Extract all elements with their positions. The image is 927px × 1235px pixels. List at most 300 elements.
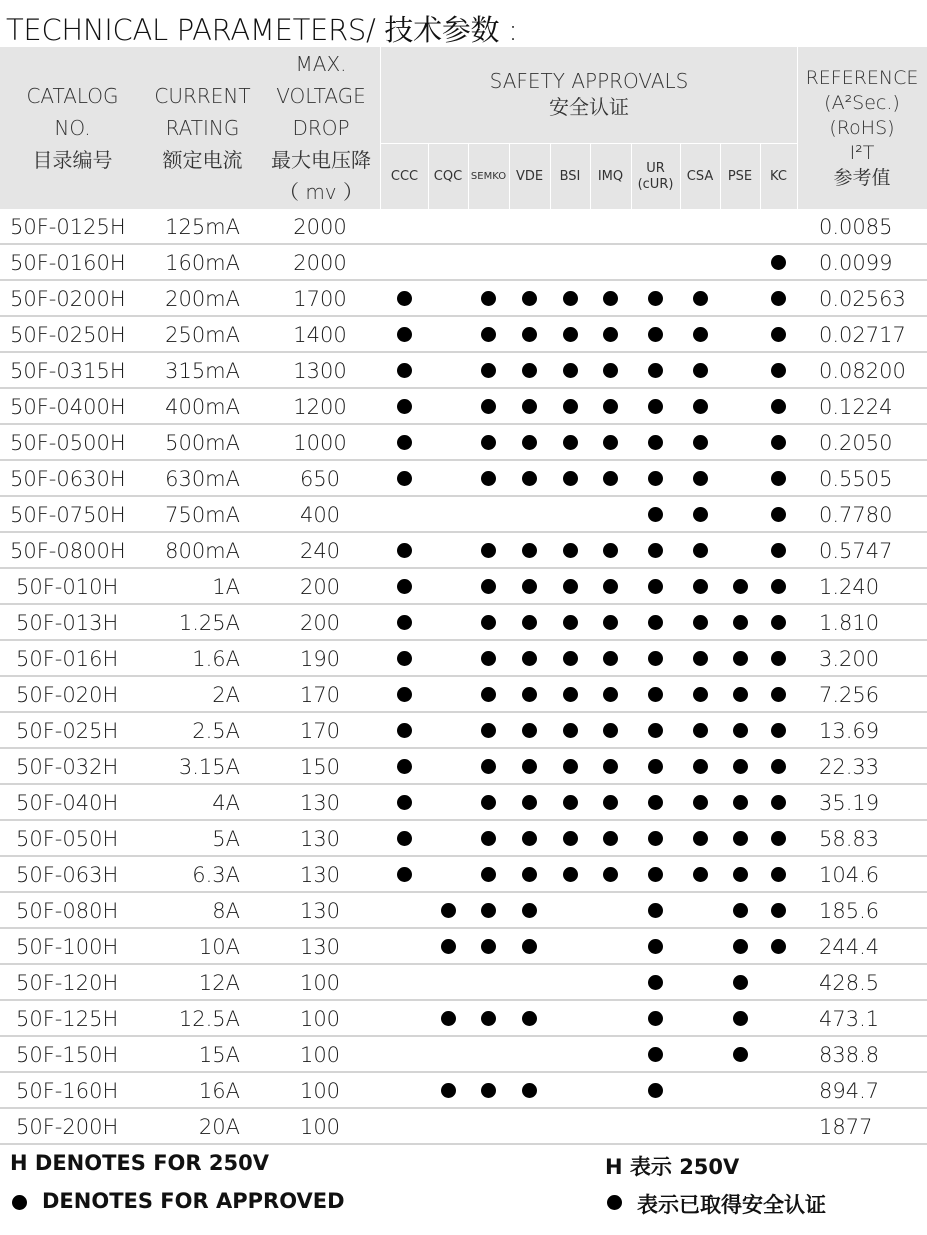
approved-dot-icon	[603, 867, 618, 882]
approved-dot-icon	[481, 543, 496, 558]
approved-dot-icon	[481, 687, 496, 702]
table-row	[0, 245, 927, 281]
i2t-reference: 244.4	[819, 935, 880, 959]
approved-dot-icon	[603, 291, 618, 306]
current-rating: 2A	[212, 683, 240, 707]
voltage-drop: 1400	[293, 323, 347, 347]
approved-dot-icon	[771, 687, 786, 702]
approved-dot-icon	[771, 291, 786, 306]
approved-dot-icon	[397, 831, 412, 846]
approved-dot-icon	[522, 399, 537, 414]
i2t-reference: 58.83	[819, 827, 880, 851]
i2t-reference: 0.5505	[819, 467, 893, 491]
approved-dot-icon	[648, 831, 663, 846]
agency-header-imq: IMQ	[597, 169, 624, 184]
approved-dot-icon	[603, 651, 618, 666]
table-row	[0, 785, 927, 821]
table-row	[0, 893, 927, 929]
approved-dot-icon	[733, 723, 748, 738]
catalog-number: 50F-032H	[16, 755, 119, 779]
approved-dot-icon	[397, 363, 412, 378]
approved-dot-icon	[522, 543, 537, 558]
agency-header-cqc: CQC	[433, 169, 463, 184]
catalog-number: 50F-0125H	[10, 215, 126, 239]
i2t-reference: 13.69	[819, 719, 880, 743]
footer-h-note-cn: H 表示 250V	[605, 1155, 740, 1179]
approved-dot-icon	[603, 615, 618, 630]
i2t-reference: 185.6	[819, 899, 880, 923]
approved-dot-icon	[733, 651, 748, 666]
table-row	[0, 749, 927, 785]
approved-dot-icon	[693, 327, 708, 342]
page-title: TECHNICAL PARAMETERS/ 技术参数 :	[6, 13, 518, 47]
catalog-number: 50F-010H	[16, 575, 119, 599]
i2t-reference: 0.0099	[819, 251, 893, 275]
approved-dot-icon	[563, 795, 578, 810]
approved-dot-icon	[481, 363, 496, 378]
current-rating: 400mA	[165, 395, 240, 419]
catalog-number: 50F-025H	[16, 719, 119, 743]
agency-header-ccc: CCC	[390, 169, 419, 184]
catalog-number: 50F-200H	[16, 1115, 119, 1139]
approved-dot-icon	[693, 579, 708, 594]
agency-divider	[680, 143, 681, 209]
approved-dot-icon	[733, 903, 748, 918]
current-rating: 12.5A	[178, 1007, 240, 1031]
approved-dot-icon	[397, 543, 412, 558]
approved-dot-icon	[771, 471, 786, 486]
approved-dot-icon	[397, 435, 412, 450]
approved-dot-icon	[397, 687, 412, 702]
approved-dot-icon	[441, 939, 456, 954]
agency-header-semko: SEMKO	[470, 171, 507, 182]
approved-dot-icon	[563, 543, 578, 558]
approved-dot-icon	[481, 327, 496, 342]
catalog-number: 50F-050H	[16, 827, 119, 851]
i2t-reference: 0.02563	[819, 287, 906, 311]
approved-dot-icon	[603, 759, 618, 774]
table-row	[0, 1109, 927, 1145]
approved-dot-icon	[693, 291, 708, 306]
approved-dot-icon	[693, 759, 708, 774]
voltage-drop: 170	[299, 683, 341, 707]
approved-dot-icon	[603, 435, 618, 450]
voltage-drop: 200	[299, 611, 341, 635]
approved-dot-icon	[441, 903, 456, 918]
approved-dot-icon	[648, 363, 663, 378]
current-rating: 16A	[198, 1079, 240, 1103]
approved-dot-icon	[771, 579, 786, 594]
approved-dot-icon	[648, 615, 663, 630]
approved-dot-icon	[522, 651, 537, 666]
approved-dot-icon	[522, 795, 537, 810]
approved-dot-icon	[733, 1047, 748, 1062]
voltage-drop: 100	[299, 1079, 341, 1103]
approved-dot-icon	[481, 831, 496, 846]
approved-dot-icon	[522, 831, 537, 846]
voltage-drop: 1200	[293, 395, 347, 419]
current-rating: 1.6A	[192, 647, 240, 671]
voltage-drop: 150	[299, 755, 341, 779]
current-rating: 1A	[212, 575, 240, 599]
table-row	[0, 317, 927, 353]
current-rating: 315mA	[165, 359, 240, 383]
current-rating: 750mA	[165, 503, 240, 527]
approved-dot-icon	[648, 435, 663, 450]
table-row	[0, 461, 927, 497]
approved-dot-icon	[648, 939, 663, 954]
approved-dot-icon	[522, 903, 537, 918]
approved-dot-icon	[771, 507, 786, 522]
approved-dot-icon	[481, 579, 496, 594]
catalog-number: 50F-0500H	[10, 431, 126, 455]
approved-dot-icon	[733, 615, 748, 630]
table-row	[0, 677, 927, 713]
table-row	[0, 209, 927, 245]
current-rating: 20A	[198, 1115, 240, 1139]
approved-dot-icon	[522, 759, 537, 774]
table-row	[0, 389, 927, 425]
header-current: CURRENT RATING 额定电流	[154, 84, 251, 172]
approved-dot-icon	[648, 975, 663, 990]
catalog-number: 50F-040H	[16, 791, 119, 815]
current-rating: 10A	[198, 935, 240, 959]
i2t-reference: 428.5	[819, 971, 880, 995]
approved-dot-icon	[607, 1195, 622, 1210]
current-rating: 500mA	[165, 431, 240, 455]
approved-dot-icon	[563, 651, 578, 666]
approved-dot-icon	[648, 651, 663, 666]
approved-dot-icon	[771, 723, 786, 738]
approved-dot-icon	[693, 363, 708, 378]
approved-dot-icon	[771, 255, 786, 270]
approved-dot-icon	[481, 399, 496, 414]
approved-dot-icon	[603, 723, 618, 738]
approved-dot-icon	[563, 579, 578, 594]
i2t-reference: 838.8	[819, 1043, 880, 1067]
current-rating: 200mA	[165, 287, 240, 311]
approved-dot-icon	[522, 867, 537, 882]
header-safety-approvals: SAFETY APPROVALS 安全认证	[489, 69, 689, 119]
current-rating: 2.5A	[192, 719, 240, 743]
approved-dot-icon	[603, 831, 618, 846]
approved-dot-icon	[771, 939, 786, 954]
voltage-drop: 2000	[293, 251, 347, 275]
table-row	[0, 641, 927, 677]
approved-dot-icon	[648, 867, 663, 882]
approved-dot-icon	[693, 651, 708, 666]
i2t-reference: 1.810	[819, 611, 880, 635]
approved-dot-icon	[648, 1011, 663, 1026]
header-catalog: CATALOG NO. 目录编号	[26, 84, 119, 172]
approved-dot-icon	[733, 687, 748, 702]
approved-dot-icon	[397, 291, 412, 306]
voltage-drop: 400	[299, 503, 341, 527]
approved-dot-icon	[563, 759, 578, 774]
header-reference: REFERENCE (A²Sec.) (RoHS) I²T 参考值	[805, 67, 919, 189]
i2t-reference: 0.2050	[819, 431, 893, 455]
approved-dot-icon	[563, 615, 578, 630]
approved-dot-icon	[12, 1195, 27, 1210]
approved-dot-icon	[481, 795, 496, 810]
approved-dot-icon	[397, 723, 412, 738]
voltage-drop: 1000	[293, 431, 347, 455]
current-rating: 1.25A	[178, 611, 240, 635]
approved-dot-icon	[563, 399, 578, 414]
footer-h-note-en: H DENOTES FOR 250V	[10, 1151, 269, 1175]
approved-dot-icon	[397, 579, 412, 594]
voltage-drop: 1300	[293, 359, 347, 383]
approved-dot-icon	[563, 291, 578, 306]
approved-dot-icon	[693, 543, 708, 558]
approved-dot-icon	[648, 471, 663, 486]
voltage-drop: 100	[299, 1007, 341, 1031]
approved-dot-icon	[563, 687, 578, 702]
approved-dot-icon	[648, 723, 663, 738]
current-rating: 250mA	[165, 323, 240, 347]
agency-divider	[509, 143, 510, 209]
approved-dot-icon	[771, 435, 786, 450]
i2t-reference: 3.200	[819, 647, 880, 671]
agency-divider	[631, 143, 632, 209]
approved-dot-icon	[733, 759, 748, 774]
approved-dot-icon	[771, 903, 786, 918]
approved-dot-icon	[771, 795, 786, 810]
approved-dot-icon	[563, 327, 578, 342]
voltage-drop: 650	[299, 467, 341, 491]
current-rating: 6.3A	[192, 863, 240, 887]
approved-dot-icon	[603, 399, 618, 414]
approved-dot-icon	[522, 291, 537, 306]
voltage-drop: 130	[299, 863, 341, 887]
approved-dot-icon	[563, 867, 578, 882]
i2t-reference: 1.240	[819, 575, 880, 599]
approved-dot-icon	[522, 579, 537, 594]
approved-dot-icon	[771, 543, 786, 558]
catalog-number: 50F-0630H	[10, 467, 126, 491]
approved-dot-icon	[693, 615, 708, 630]
approved-dot-icon	[481, 759, 496, 774]
approved-dot-icon	[397, 759, 412, 774]
agency-header-bsi: BSI	[559, 169, 581, 184]
table-row	[0, 713, 927, 749]
current-rating: 4A	[212, 791, 240, 815]
approved-dot-icon	[522, 435, 537, 450]
approved-dot-icon	[563, 471, 578, 486]
approved-dot-icon	[771, 399, 786, 414]
approved-dot-icon	[522, 615, 537, 630]
approved-dot-icon	[563, 435, 578, 450]
approved-dot-icon	[603, 363, 618, 378]
approved-dot-icon	[693, 795, 708, 810]
approved-dot-icon	[522, 1083, 537, 1098]
agency-header-ur-cur: UR (cUR)	[637, 161, 674, 192]
approved-dot-icon	[481, 1011, 496, 1026]
i2t-reference: 0.02717	[819, 323, 906, 347]
approved-dot-icon	[771, 867, 786, 882]
approved-dot-icon	[648, 1047, 663, 1062]
approved-dot-icon	[648, 1083, 663, 1098]
approved-dot-icon	[481, 903, 496, 918]
voltage-drop: 170	[299, 719, 341, 743]
approved-dot-icon	[693, 507, 708, 522]
approved-dot-icon	[481, 939, 496, 954]
approved-dot-icon	[522, 687, 537, 702]
header-divider	[380, 143, 797, 144]
approved-dot-icon	[481, 471, 496, 486]
footer-dot-note-cn: 表示已取得安全认证	[637, 1193, 826, 1217]
approved-dot-icon	[441, 1011, 456, 1026]
agency-divider	[760, 143, 761, 209]
table-row	[0, 569, 927, 605]
table-row	[0, 353, 927, 389]
agency-divider	[550, 143, 551, 209]
catalog-number: 50F-100H	[16, 935, 119, 959]
agency-header-vde: VDE	[515, 169, 544, 184]
table-row	[0, 425, 927, 461]
catalog-number: 50F-013H	[16, 611, 119, 635]
approved-dot-icon	[481, 651, 496, 666]
approved-dot-icon	[733, 939, 748, 954]
approved-dot-icon	[397, 327, 412, 342]
voltage-drop: 130	[299, 935, 341, 959]
current-rating: 3.15A	[178, 755, 240, 779]
approved-dot-icon	[648, 543, 663, 558]
approved-dot-icon	[733, 831, 748, 846]
approved-dot-icon	[771, 651, 786, 666]
agency-divider	[720, 143, 721, 209]
i2t-reference: 1877	[819, 1115, 873, 1139]
approved-dot-icon	[441, 1083, 456, 1098]
approved-dot-icon	[733, 975, 748, 990]
approved-dot-icon	[733, 795, 748, 810]
current-rating: 12A	[198, 971, 240, 995]
voltage-drop: 100	[299, 971, 341, 995]
catalog-number: 50F-120H	[16, 971, 119, 995]
agency-header-kc: KC	[770, 169, 787, 184]
i2t-reference: 22.33	[819, 755, 880, 779]
voltage-drop: 100	[299, 1043, 341, 1067]
approved-dot-icon	[481, 291, 496, 306]
catalog-number: 50F-125H	[16, 1007, 119, 1031]
i2t-reference: 0.5747	[819, 539, 893, 563]
approved-dot-icon	[648, 399, 663, 414]
table-row	[0, 965, 927, 1001]
i2t-reference: 35.19	[819, 791, 880, 815]
approved-dot-icon	[733, 1011, 748, 1026]
approved-dot-icon	[522, 939, 537, 954]
approved-dot-icon	[563, 723, 578, 738]
current-rating: 15A	[198, 1043, 240, 1067]
catalog-number: 50F-0750H	[10, 503, 126, 527]
i2t-reference: 0.7780	[819, 503, 893, 527]
voltage-drop: 100	[299, 1115, 341, 1139]
approved-dot-icon	[693, 435, 708, 450]
approved-dot-icon	[397, 651, 412, 666]
parameters-table	[0, 209, 927, 1145]
catalog-number: 50F-020H	[16, 683, 119, 707]
voltage-drop: 130	[299, 827, 341, 851]
approved-dot-icon	[481, 435, 496, 450]
approved-dot-icon	[771, 327, 786, 342]
i2t-reference: 7.256	[819, 683, 880, 707]
approved-dot-icon	[603, 471, 618, 486]
i2t-reference: 0.08200	[819, 359, 906, 383]
approved-dot-icon	[522, 363, 537, 378]
approved-dot-icon	[648, 579, 663, 594]
approved-dot-icon	[693, 471, 708, 486]
catalog-number: 50F-0160H	[10, 251, 126, 275]
catalog-number: 50F-0315H	[10, 359, 126, 383]
table-row	[0, 929, 927, 965]
approved-dot-icon	[522, 471, 537, 486]
approved-dot-icon	[563, 363, 578, 378]
current-rating: 160mA	[165, 251, 240, 275]
current-rating: 125mA	[165, 215, 240, 239]
agency-header-csa: CSA	[686, 169, 714, 184]
i2t-reference: 0.1224	[819, 395, 893, 419]
approved-dot-icon	[603, 327, 618, 342]
approved-dot-icon	[648, 327, 663, 342]
approved-dot-icon	[648, 795, 663, 810]
catalog-number: 50F-016H	[16, 647, 119, 671]
approved-dot-icon	[648, 507, 663, 522]
voltage-drop: 200	[299, 575, 341, 599]
catalog-number: 50F-150H	[16, 1043, 119, 1067]
approved-dot-icon	[693, 867, 708, 882]
catalog-number: 50F-080H	[16, 899, 119, 923]
approved-dot-icon	[481, 1083, 496, 1098]
approved-dot-icon	[397, 399, 412, 414]
table-row	[0, 821, 927, 857]
current-rating: 5A	[212, 827, 240, 851]
approved-dot-icon	[648, 759, 663, 774]
agency-header-pse: PSE	[727, 169, 753, 184]
table-row	[0, 1001, 927, 1037]
approved-dot-icon	[693, 831, 708, 846]
current-rating: 8A	[212, 899, 240, 923]
approved-dot-icon	[397, 867, 412, 882]
current-rating: 800mA	[165, 539, 240, 563]
approved-dot-icon	[693, 723, 708, 738]
agency-divider	[468, 143, 469, 209]
approved-dot-icon	[648, 903, 663, 918]
voltage-drop: 130	[299, 791, 341, 815]
approved-dot-icon	[522, 327, 537, 342]
catalog-number: 50F-0250H	[10, 323, 126, 347]
approved-dot-icon	[522, 1011, 537, 1026]
approved-dot-icon	[648, 291, 663, 306]
approved-dot-icon	[603, 795, 618, 810]
voltage-drop: 1700	[293, 287, 347, 311]
catalog-number: 50F-0200H	[10, 287, 126, 311]
approved-dot-icon	[693, 399, 708, 414]
approved-dot-icon	[481, 723, 496, 738]
catalog-number: 50F-160H	[16, 1079, 119, 1103]
approved-dot-icon	[733, 579, 748, 594]
approved-dot-icon	[481, 615, 496, 630]
approved-dot-icon	[771, 363, 786, 378]
voltage-drop: 2000	[293, 215, 347, 239]
approved-dot-icon	[648, 687, 663, 702]
approved-dot-icon	[693, 687, 708, 702]
approved-dot-icon	[733, 867, 748, 882]
voltage-drop: 190	[299, 647, 341, 671]
catalog-number: 50F-0800H	[10, 539, 126, 563]
table-row	[0, 281, 927, 317]
table-row	[0, 857, 927, 893]
i2t-reference: 0.0085	[819, 215, 893, 239]
